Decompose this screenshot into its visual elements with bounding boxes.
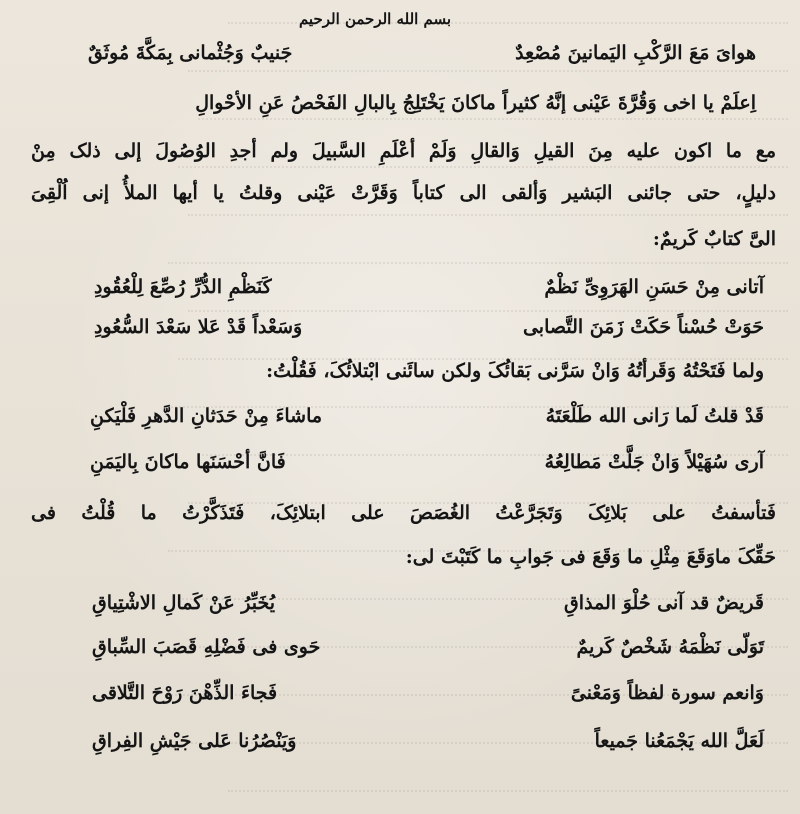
verse-5-right-hemistich: آری سُهَیْلاً وَانْ جَلَّتْ مَطالِعُهُ bbox=[544, 451, 764, 473]
verse-9-left-hemistich: وَیَنْصُرُنا عَلی جَیْشِ الفِراقِ bbox=[92, 730, 297, 752]
prose-1-line-4: الیَّ کتابٌ کَریمٌ: bbox=[652, 228, 776, 250]
verse-2-left-hemistich: کَنَظْمِ الدُّرِّ رُصِّعَ لِلْعُقُودِ bbox=[94, 276, 272, 298]
verse-4-right-hemistich: قَدْ قلتُ لَما رَانی الله طَلْعَتَهُ bbox=[545, 405, 764, 427]
verse-1-left-hemistich: جَنیبٌ وَجُثْمانی بِمَکَّةَ مُوثَقٌ bbox=[88, 42, 293, 64]
prose-3-line-1: فَتأسفتُ علی بَلائِکَ وَتَجَرَّعْتُ الغُصَصَ علی ابتلائِکَ، فَتَذَکَّرْتُ ما قُلْتُ فی bbox=[31, 502, 776, 524]
basmala-heading: بسم الله الرحمن الرحيم bbox=[298, 10, 452, 28]
prose-3-line-2: حَقِّکَ ماوَقَعَ مِثْلِ ما وَقَعَ فی جَوابِ ما کَتَبْتَ لی: bbox=[405, 546, 776, 568]
verse-8-right-hemistich: وَانعم سورة لفظاً وَمَعْنیً bbox=[570, 682, 764, 704]
verse-1-right-hemistich: هوایَ مَعَ الرَّکْبِ الیَمانینَ مُصْعِدٌ bbox=[515, 42, 756, 64]
verse-8-left-hemistich: فَجاءَ الذِّهْنَ رَوْحَ التَّلاقی bbox=[92, 682, 278, 704]
verse-4-left-hemistich: ماشاءَ مِنْ حَدَثانِ الدَّهرِ فَلْیَکنِ bbox=[90, 405, 323, 427]
verse-6-right-hemistich: قَریضٌ قد آنی حُلْوَ المذاقِ bbox=[564, 592, 764, 614]
verse-2-right-hemistich: آتانی مِنْ حَسَنِ الهَرَوِیِّ نَظْمٌ bbox=[544, 276, 764, 298]
verse-5-left-hemistich: فَانَّ أحْسَنَها ماکانَ بِالیَمَنِ bbox=[90, 451, 286, 473]
verse-7-left-hemistich: حَوی فی فَضْلِهِ قَصَبَ السِّباقِ bbox=[92, 636, 321, 658]
verse-3-right-hemistich: حَوَتْ حُسْناً حَکَتْ زَمَنَ التَّصابی bbox=[522, 316, 764, 338]
prose-2-line: ولما فَتَحْتُهُ وَقَرأتُهُ وَانْ سَرَّنی بَقائُکَ ولکن سائَنی ابْتلائُکَ، فَقُلْتُ: bbox=[266, 360, 764, 382]
prose-1-line-3: دلیلٍ، حتی جائنی البَشیر وَألقی الی کتاباً وَقَرَّتْ عَیْنی وقلتُ یا أیها الملأُ إنی اُلْقِیَ bbox=[31, 182, 776, 204]
verse-6-left-hemistich: یُخَبِّرُ عَنْ کَمالِ الاشْتِیاقِ bbox=[92, 592, 276, 614]
prose-1-line-1: اِعلَمْ یا اخی وَقُرَّةَ عَیْنی إنَّهُ کثیراً ماکانَ یَخْتَلِجُ بِالبالِ الفَحْصُ عَنِ الأحْوالِ bbox=[195, 92, 756, 114]
verse-9-right-hemistich: لَعَلَّ الله یَجْمَعُنا جَمیعاً bbox=[594, 730, 764, 752]
verse-3-left-hemistich: وَسَعْداً قَدْ عَلا سَعْدَ السُّعُودِ bbox=[94, 316, 303, 338]
prose-1-line-2: مع ما اکون علیه مِنَ القیلِ وَالقالِ وَلَمْ أعْلَمِ السَّبیلَ ولم أجدِ الوُصُولَ إلی ذلک مِنْ bbox=[31, 140, 776, 162]
verse-7-right-hemistich: تَوَلّی نَظْمَهُ شَخْصٌ کَریمٌ bbox=[576, 636, 764, 658]
